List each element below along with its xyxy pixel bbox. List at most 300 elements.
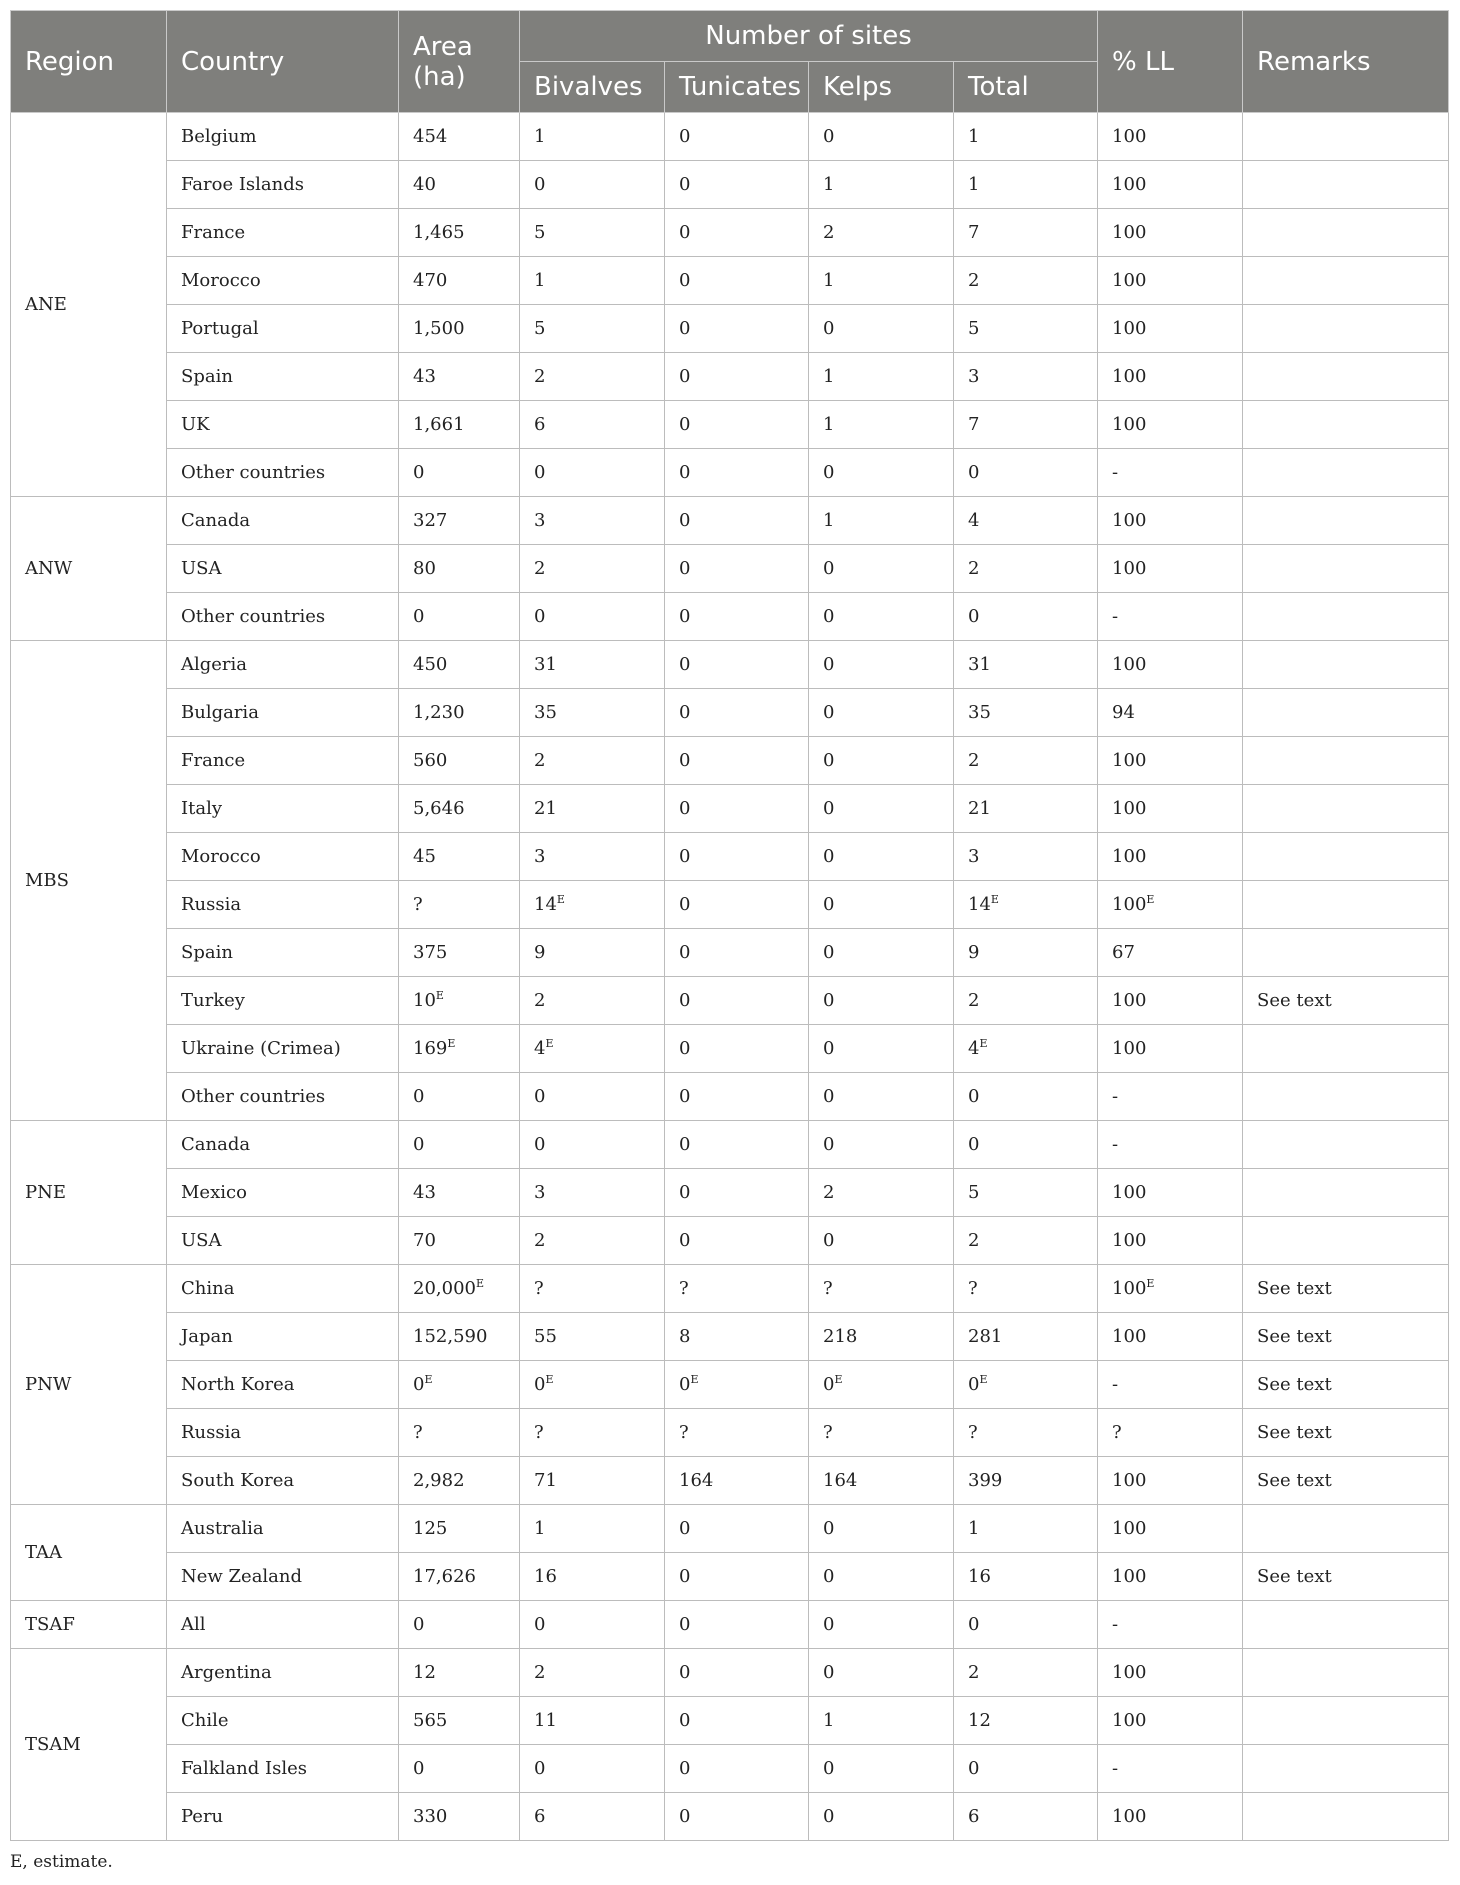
total-cell: 16 bbox=[954, 1553, 1098, 1601]
table-row bbox=[11, 977, 1449, 1025]
table-row bbox=[11, 1457, 1449, 1505]
estimate-marker: E bbox=[545, 1373, 554, 1386]
remarks-cell: See text bbox=[1243, 1265, 1449, 1313]
country-cell: Faroe Islands bbox=[167, 161, 399, 209]
region-cell: ANW bbox=[11, 497, 167, 641]
estimate-marker: E bbox=[1146, 893, 1155, 906]
area-cell: 17,626 bbox=[399, 1553, 520, 1601]
bivalves-cell: 35 bbox=[520, 689, 665, 737]
country-cell: Turkey bbox=[167, 977, 399, 1025]
area-cell: 125 bbox=[399, 1505, 520, 1553]
total-cell: 2 bbox=[954, 977, 1098, 1025]
tunicates-cell: 0 bbox=[665, 929, 809, 977]
kelps-cell: 0 bbox=[809, 449, 954, 497]
country-cell: All bbox=[167, 1601, 399, 1649]
area-cell: 1,661 bbox=[399, 401, 520, 449]
estimate-marker: E bbox=[424, 1373, 433, 1386]
bivalves-cell: 0 bbox=[520, 1745, 665, 1793]
country-cell: Italy bbox=[167, 785, 399, 833]
ll-cell: 67 bbox=[1098, 929, 1243, 977]
ll-cell: 100 bbox=[1098, 161, 1243, 209]
table-row bbox=[11, 593, 1449, 641]
total-cell: ? bbox=[954, 1409, 1098, 1457]
tunicates-cell: 0 bbox=[665, 257, 809, 305]
kelps-cell: 0 bbox=[809, 305, 954, 353]
area-cell: 450 bbox=[399, 641, 520, 689]
area-cell: 45 bbox=[399, 833, 520, 881]
table-row bbox=[11, 1697, 1449, 1745]
tunicates-cell: 0 bbox=[665, 209, 809, 257]
remarks-cell bbox=[1243, 353, 1449, 401]
total-cell: 2 bbox=[954, 737, 1098, 785]
kelps-cell: 2 bbox=[809, 209, 954, 257]
region-cell: TSAF bbox=[11, 1601, 167, 1649]
area-cell: 43 bbox=[399, 1169, 520, 1217]
estimate-marker: E bbox=[979, 1373, 988, 1386]
area-cell: 1,465 bbox=[399, 209, 520, 257]
kelps-cell: 0 bbox=[809, 1121, 954, 1169]
tunicates-cell: 0 bbox=[665, 593, 809, 641]
tunicates-cell: 0 bbox=[665, 545, 809, 593]
bivalves-cell: 6 bbox=[520, 1793, 665, 1841]
bivalves-cell: 1 bbox=[520, 1505, 665, 1553]
country-cell: Canada bbox=[167, 497, 399, 545]
tunicates-cell: 0 bbox=[665, 449, 809, 497]
kelps-cell: 0 bbox=[809, 737, 954, 785]
bivalves-cell: 2 bbox=[520, 1649, 665, 1697]
header-number-of-sites: Number of sites bbox=[520, 11, 1098, 62]
total-cell: ? bbox=[954, 1265, 1098, 1313]
remarks-cell bbox=[1243, 545, 1449, 593]
remarks-cell bbox=[1243, 209, 1449, 257]
total-cell: 2 bbox=[954, 1649, 1098, 1697]
remarks-cell bbox=[1243, 785, 1449, 833]
bivalves-cell: 2 bbox=[520, 737, 665, 785]
bivalves-cell: 5 bbox=[520, 305, 665, 353]
kelps-cell: 0 bbox=[809, 545, 954, 593]
total-cell: 5 bbox=[954, 305, 1098, 353]
table-row bbox=[11, 1313, 1449, 1361]
region-cell: MBS bbox=[11, 641, 167, 1121]
tunicates-cell: 0 bbox=[665, 1649, 809, 1697]
ll-cell: 100 bbox=[1098, 1169, 1243, 1217]
bivalves-cell: 2 bbox=[520, 977, 665, 1025]
remarks-cell bbox=[1243, 1649, 1449, 1697]
total-cell: 2 bbox=[954, 257, 1098, 305]
area-cell: 0 bbox=[399, 1601, 520, 1649]
kelps-cell: 1 bbox=[809, 353, 954, 401]
table-row bbox=[11, 833, 1449, 881]
ll-cell: 100 bbox=[1098, 305, 1243, 353]
tunicates-cell: 8 bbox=[665, 1313, 809, 1361]
estimate-marker: E bbox=[990, 893, 999, 906]
remarks-cell bbox=[1243, 1697, 1449, 1745]
total-cell: 0 bbox=[954, 449, 1098, 497]
estimate-marker: E bbox=[979, 1037, 988, 1050]
header-ll: % LL bbox=[1098, 11, 1243, 113]
total-cell: 0 bbox=[954, 593, 1098, 641]
table-row bbox=[11, 353, 1449, 401]
area-cell: 0 bbox=[399, 593, 520, 641]
remarks-cell bbox=[1243, 689, 1449, 737]
ll-cell: 100 bbox=[1098, 641, 1243, 689]
table-row bbox=[11, 1265, 1449, 1313]
remarks-cell: See text bbox=[1243, 1457, 1449, 1505]
table-row bbox=[11, 929, 1449, 977]
kelps-cell: ? bbox=[809, 1409, 954, 1457]
tunicates-cell: 0 bbox=[665, 689, 809, 737]
country-cell: Canada bbox=[167, 1121, 399, 1169]
total-cell: 399 bbox=[954, 1457, 1098, 1505]
region-cell: ANE bbox=[11, 113, 167, 497]
tunicates-cell: 0 bbox=[665, 1553, 809, 1601]
country-cell: Argentina bbox=[167, 1649, 399, 1697]
area-cell: 375 bbox=[399, 929, 520, 977]
ll-cell: 100 bbox=[1098, 737, 1243, 785]
bivalves-cell: 21 bbox=[520, 785, 665, 833]
country-cell: Algeria bbox=[167, 641, 399, 689]
remarks-cell bbox=[1243, 401, 1449, 449]
bivalves-cell: 0 bbox=[520, 1601, 665, 1649]
table-row bbox=[11, 449, 1449, 497]
kelps-cell: 1 bbox=[809, 1697, 954, 1745]
header-tunicates: Tunicates bbox=[665, 62, 809, 113]
country-cell: Morocco bbox=[167, 833, 399, 881]
remarks-cell bbox=[1243, 641, 1449, 689]
ll-cell: 100 bbox=[1098, 497, 1243, 545]
area-cell: 330 bbox=[399, 1793, 520, 1841]
bivalves-cell: 0 bbox=[520, 1121, 665, 1169]
tunicates-cell: 164 bbox=[665, 1457, 809, 1505]
remarks-cell bbox=[1243, 305, 1449, 353]
country-cell: Russia bbox=[167, 1409, 399, 1457]
area-cell: 152,590 bbox=[399, 1313, 520, 1361]
ll-cell: 100 bbox=[1098, 1793, 1243, 1841]
ll-cell: $100^E$ bbox=[1098, 1265, 1243, 1313]
bivalves-cell: 2 bbox=[520, 1217, 665, 1265]
total-cell: 21 bbox=[954, 785, 1098, 833]
estimate-marker: E bbox=[690, 1373, 699, 1386]
country-cell: Mexico bbox=[167, 1169, 399, 1217]
remarks-cell bbox=[1243, 1505, 1449, 1553]
kelps-cell: 0 bbox=[809, 977, 954, 1025]
bivalves-cell: 11 bbox=[520, 1697, 665, 1745]
area-cell: $169^E$ bbox=[399, 1025, 520, 1073]
ll-cell: - bbox=[1098, 1121, 1243, 1169]
remarks-cell bbox=[1243, 113, 1449, 161]
country-cell: France bbox=[167, 209, 399, 257]
bivalves-cell: ? bbox=[520, 1409, 665, 1457]
estimate-marker: E bbox=[435, 989, 444, 1002]
bivalves-cell: 1 bbox=[520, 257, 665, 305]
footnote: E, estimate. bbox=[10, 1852, 113, 1872]
total-cell: 5 bbox=[954, 1169, 1098, 1217]
remarks-cell bbox=[1243, 737, 1449, 785]
region-cell: PNW bbox=[11, 1265, 167, 1505]
total-cell: 7 bbox=[954, 401, 1098, 449]
country-cell: Falkland Isles bbox=[167, 1745, 399, 1793]
area-cell: 565 bbox=[399, 1697, 520, 1745]
header-area-line2: (ha) bbox=[413, 61, 466, 92]
total-cell: 2 bbox=[954, 1217, 1098, 1265]
tunicates-cell: 0 bbox=[665, 641, 809, 689]
table-row bbox=[11, 113, 1449, 161]
ll-cell: $100^E$ bbox=[1098, 881, 1243, 929]
bivalves-cell: 0 bbox=[520, 593, 665, 641]
tunicates-cell: 0 bbox=[665, 353, 809, 401]
ll-cell: 100 bbox=[1098, 257, 1243, 305]
header-region: Region bbox=[11, 11, 167, 113]
remarks-cell bbox=[1243, 1793, 1449, 1841]
area-cell: 0 bbox=[399, 1745, 520, 1793]
header-kelps: Kelps bbox=[809, 62, 954, 113]
bivalves-cell: $4^E$ bbox=[520, 1025, 665, 1073]
table-header bbox=[11, 11, 1449, 113]
remarks-cell bbox=[1243, 1601, 1449, 1649]
area-cell: 5,646 bbox=[399, 785, 520, 833]
ll-cell: ? bbox=[1098, 1409, 1243, 1457]
remarks-cell: See text bbox=[1243, 977, 1449, 1025]
remarks-cell bbox=[1243, 929, 1449, 977]
table-row bbox=[11, 401, 1449, 449]
table-row bbox=[11, 641, 1449, 689]
bivalves-cell: 0 bbox=[520, 161, 665, 209]
remarks-cell bbox=[1243, 497, 1449, 545]
ll-cell: - bbox=[1098, 1073, 1243, 1121]
estimate-marker: E bbox=[475, 1277, 485, 1290]
area-cell: 40 bbox=[399, 161, 520, 209]
country-cell: South Korea bbox=[167, 1457, 399, 1505]
table-row bbox=[11, 689, 1449, 737]
header-total: Total bbox=[954, 62, 1098, 113]
table-row bbox=[11, 257, 1449, 305]
kelps-cell: 0 bbox=[809, 1217, 954, 1265]
kelps-cell: ? bbox=[809, 1265, 954, 1313]
area-cell: 1,500 bbox=[399, 305, 520, 353]
tunicates-cell: 0 bbox=[665, 1745, 809, 1793]
ll-cell: - bbox=[1098, 449, 1243, 497]
country-cell: New Zealand bbox=[167, 1553, 399, 1601]
remarks-cell bbox=[1243, 161, 1449, 209]
ll-cell: 100 bbox=[1098, 1457, 1243, 1505]
total-cell: 281 bbox=[954, 1313, 1098, 1361]
area-cell: 80 bbox=[399, 545, 520, 593]
region-cell: TAA bbox=[11, 1505, 167, 1601]
ll-cell: 100 bbox=[1098, 1025, 1243, 1073]
kelps-cell: 0 bbox=[809, 689, 954, 737]
tunicates-cell: 0 bbox=[665, 1505, 809, 1553]
country-cell: North Korea bbox=[167, 1361, 399, 1409]
kelps-cell: 0 bbox=[809, 1073, 954, 1121]
country-cell: Chile bbox=[167, 1697, 399, 1745]
country-cell: Other countries bbox=[167, 449, 399, 497]
estimate-marker: E bbox=[834, 1373, 843, 1386]
tunicates-cell: 0 bbox=[665, 1121, 809, 1169]
kelps-cell: 0 bbox=[809, 1553, 954, 1601]
bivalves-cell: 0 bbox=[520, 1073, 665, 1121]
remarks-cell bbox=[1243, 593, 1449, 641]
bivalves-cell: 55 bbox=[520, 1313, 665, 1361]
table-row bbox=[11, 1505, 1449, 1553]
ll-cell: 100 bbox=[1098, 209, 1243, 257]
total-cell: $4^E$ bbox=[954, 1025, 1098, 1073]
tunicates-cell: 0 bbox=[665, 1697, 809, 1745]
country-cell: Japan bbox=[167, 1313, 399, 1361]
estimate-marker: E bbox=[447, 1037, 456, 1050]
tunicates-cell: 0 bbox=[665, 785, 809, 833]
kelps-cell: 0 bbox=[809, 593, 954, 641]
bivalves-cell: 9 bbox=[520, 929, 665, 977]
ll-cell: - bbox=[1098, 593, 1243, 641]
total-cell: 1 bbox=[954, 161, 1098, 209]
country-cell: Spain bbox=[167, 353, 399, 401]
region-cell: PNE bbox=[11, 1121, 167, 1265]
country-cell: USA bbox=[167, 1217, 399, 1265]
kelps-cell: 0 bbox=[809, 641, 954, 689]
total-cell: $14^E$ bbox=[954, 881, 1098, 929]
area-cell: $10^E$ bbox=[399, 977, 520, 1025]
total-cell: 0 bbox=[954, 1745, 1098, 1793]
area-cell: 0 bbox=[399, 1073, 520, 1121]
country-cell: Ukraine (Crimea) bbox=[167, 1025, 399, 1073]
remarks-cell bbox=[1243, 1169, 1449, 1217]
country-cell: Belgium bbox=[167, 113, 399, 161]
bivalves-cell: 2 bbox=[520, 353, 665, 401]
table-row bbox=[11, 1409, 1449, 1457]
area-cell: 0 bbox=[399, 1121, 520, 1169]
area-cell: 470 bbox=[399, 257, 520, 305]
country-cell: Portugal bbox=[167, 305, 399, 353]
ll-cell: 100 bbox=[1098, 833, 1243, 881]
total-cell: 4 bbox=[954, 497, 1098, 545]
remarks-cell bbox=[1243, 1025, 1449, 1073]
tunicates-cell: 0 bbox=[665, 161, 809, 209]
bivalves-cell: 31 bbox=[520, 641, 665, 689]
kelps-cell: 0 bbox=[809, 1793, 954, 1841]
tunicates-cell: 0 bbox=[665, 1169, 809, 1217]
total-cell: 3 bbox=[954, 833, 1098, 881]
ll-cell: 100 bbox=[1098, 113, 1243, 161]
remarks-cell bbox=[1243, 1121, 1449, 1169]
kelps-cell: 1 bbox=[809, 257, 954, 305]
tunicates-cell: 0 bbox=[665, 497, 809, 545]
table-row bbox=[11, 1745, 1449, 1793]
country-cell: China bbox=[167, 1265, 399, 1313]
area-cell: 12 bbox=[399, 1649, 520, 1697]
kelps-cell: 0 bbox=[809, 1505, 954, 1553]
tunicates-cell: 0 bbox=[665, 1601, 809, 1649]
area-cell: 454 bbox=[399, 113, 520, 161]
ll-cell: 100 bbox=[1098, 1649, 1243, 1697]
kelps-cell: 0 bbox=[809, 881, 954, 929]
remarks-cell bbox=[1243, 449, 1449, 497]
table-row bbox=[11, 785, 1449, 833]
ll-cell: 100 bbox=[1098, 785, 1243, 833]
area-cell: 1,230 bbox=[399, 689, 520, 737]
table-body bbox=[11, 113, 1449, 1841]
tunicates-cell: $0^E$ bbox=[665, 1361, 809, 1409]
remarks-cell bbox=[1243, 1217, 1449, 1265]
bivalves-cell: 71 bbox=[520, 1457, 665, 1505]
kelps-cell: 0 bbox=[809, 113, 954, 161]
estimate-marker: E bbox=[556, 893, 565, 906]
total-cell: $0^E$ bbox=[954, 1361, 1098, 1409]
remarks-cell bbox=[1243, 1073, 1449, 1121]
country-cell: Spain bbox=[167, 929, 399, 977]
total-cell: 2 bbox=[954, 545, 1098, 593]
table-container bbox=[10, 10, 1448, 1841]
bivalves-cell: 5 bbox=[520, 209, 665, 257]
table-row bbox=[11, 1025, 1449, 1073]
bivalves-cell: 2 bbox=[520, 545, 665, 593]
kelps-cell: 1 bbox=[809, 497, 954, 545]
total-cell: 0 bbox=[954, 1601, 1098, 1649]
header-area-line1: Area bbox=[413, 31, 473, 62]
area-cell: 2,982 bbox=[399, 1457, 520, 1505]
kelps-cell: 0 bbox=[809, 929, 954, 977]
table-row bbox=[11, 1169, 1449, 1217]
ll-cell: 100 bbox=[1098, 1217, 1243, 1265]
estimate-marker: E bbox=[545, 1037, 554, 1050]
total-cell: 1 bbox=[954, 1505, 1098, 1553]
total-cell: 0 bbox=[954, 1121, 1098, 1169]
table-row bbox=[11, 545, 1449, 593]
country-cell: France bbox=[167, 737, 399, 785]
remarks-cell: See text bbox=[1243, 1553, 1449, 1601]
kelps-cell: 0 bbox=[809, 1649, 954, 1697]
table-row bbox=[11, 1601, 1449, 1649]
remarks-cell bbox=[1243, 833, 1449, 881]
tunicates-cell: 0 bbox=[665, 881, 809, 929]
total-cell: 9 bbox=[954, 929, 1098, 977]
country-cell: Australia bbox=[167, 1505, 399, 1553]
header-country: Country bbox=[167, 11, 399, 113]
bivalves-cell: 1 bbox=[520, 113, 665, 161]
bivalves-cell: $0^E$ bbox=[520, 1361, 665, 1409]
ll-cell: 100 bbox=[1098, 1313, 1243, 1361]
table-row bbox=[11, 1217, 1449, 1265]
table-row bbox=[11, 737, 1449, 785]
region-cell: TSAM bbox=[11, 1649, 167, 1841]
country-cell: UK bbox=[167, 401, 399, 449]
tunicates-cell: 0 bbox=[665, 1025, 809, 1073]
ll-cell: 100 bbox=[1098, 977, 1243, 1025]
ll-cell: 100 bbox=[1098, 1697, 1243, 1745]
tunicates-cell: ? bbox=[665, 1409, 809, 1457]
remarks-cell bbox=[1243, 881, 1449, 929]
table-row bbox=[11, 305, 1449, 353]
country-cell: Other countries bbox=[167, 593, 399, 641]
remarks-cell: See text bbox=[1243, 1313, 1449, 1361]
area-cell: 0 bbox=[399, 449, 520, 497]
ll-cell: 100 bbox=[1098, 353, 1243, 401]
total-cell: 31 bbox=[954, 641, 1098, 689]
kelps-cell: 0 bbox=[809, 833, 954, 881]
tunicates-cell: 0 bbox=[665, 401, 809, 449]
kelps-cell: 164 bbox=[809, 1457, 954, 1505]
area-cell: ? bbox=[399, 1409, 520, 1457]
tunicates-cell: ? bbox=[665, 1265, 809, 1313]
remarks-cell: See text bbox=[1243, 1409, 1449, 1457]
ll-cell: 100 bbox=[1098, 401, 1243, 449]
table-row bbox=[11, 1073, 1449, 1121]
area-cell: 327 bbox=[399, 497, 520, 545]
country-cell: USA bbox=[167, 545, 399, 593]
kelps-cell: 1 bbox=[809, 401, 954, 449]
table-row bbox=[11, 1649, 1449, 1697]
ll-cell: 100 bbox=[1098, 1553, 1243, 1601]
remarks-cell: See text bbox=[1243, 1361, 1449, 1409]
